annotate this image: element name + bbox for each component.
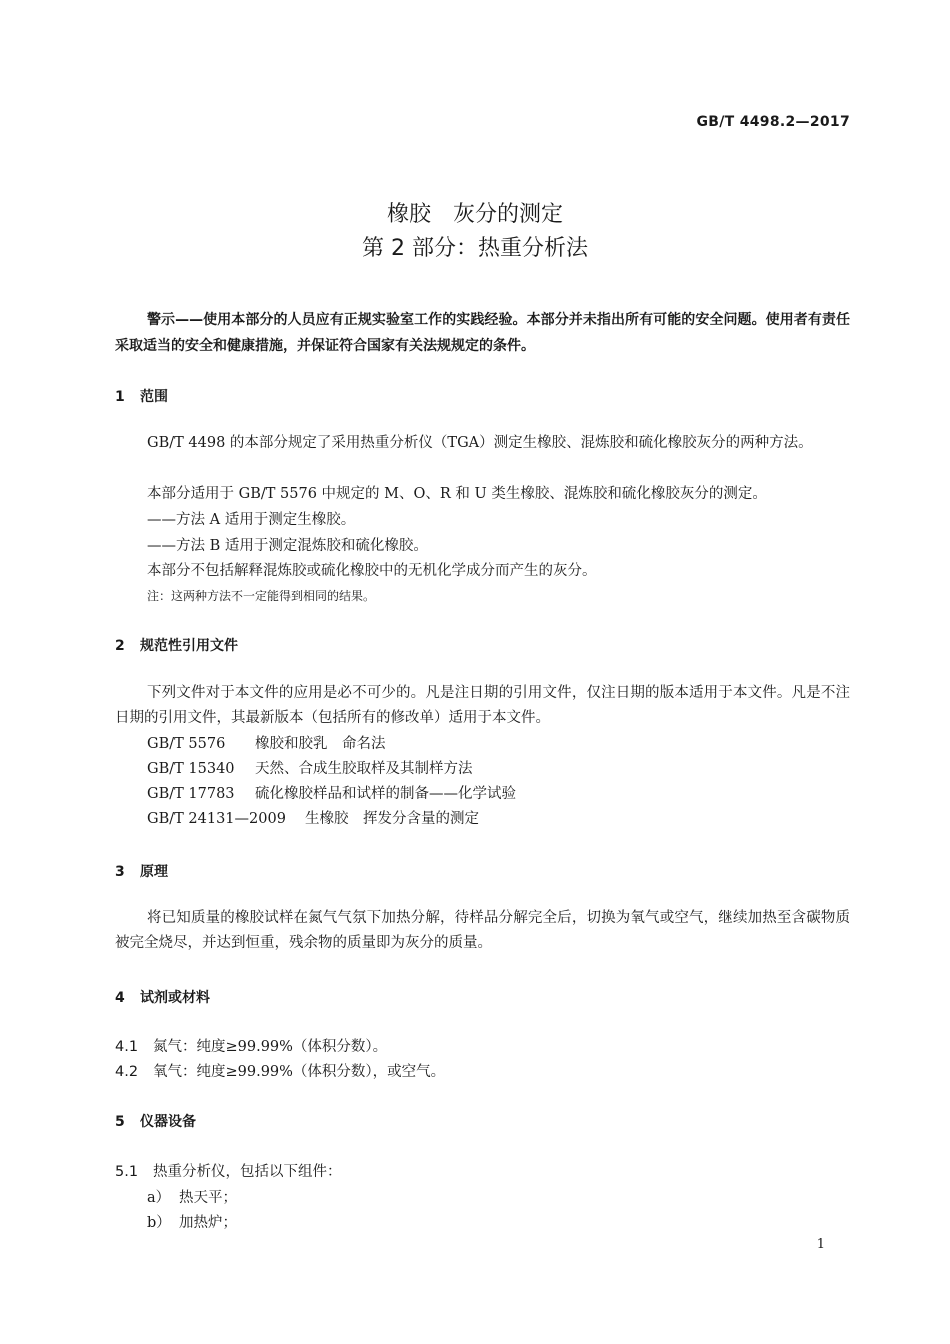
reference-title: 橡胶和胶乳 命名法 [255,736,386,752]
list-item [147,1211,237,1232]
section-number: 5 [115,1114,125,1130]
subclause-5-1 [115,1160,342,1181]
section-3-heading [115,861,168,881]
section-5-heading [115,1111,196,1131]
section-2-heading [115,635,238,655]
reference-code: GB/T 15340 [147,761,235,777]
scope-method-a: ——方法 A 适用于测定生橡胶。 [147,512,356,528]
section-title: 试剂或材料 [140,990,210,1006]
subclause-number: 4.1 [115,1039,139,1055]
scope-paragraph-1: GB/T 4498 的本部分规定了采用热重分析仪（TGA）测定生橡胶、混炼胶和硫化橡胶灰分的两种方法。 [147,435,813,451]
section-number: 2 [115,638,125,654]
scope-note: 注：这两种方法不一定能得到相同的结果。 [147,589,376,603]
section-1-heading [115,386,168,406]
subclause-4-2 [115,1060,445,1081]
reference-item [147,782,516,807]
principle-paragraph: 将已知质量的橡胶试样在氮气气氛下加热分解，待样品分解完全后，切换为氧气或空气，继续加热至含碳物质被完全烧尽，并达到恒重，残余物的质量即为灰分的质量。 [115,910,850,951]
reference-item [147,732,386,757]
reference-code: GB/T 24131—2009 [147,811,286,827]
reference-title: 硫化橡胶样品和试样的制备——化学试验 [255,786,516,802]
document-subtitle: 第 2 部分：热重分析法 [362,236,588,261]
reference-code: GB/T 5576 [147,736,226,752]
section-title: 范围 [140,389,168,405]
list-label: a） [147,1190,171,1206]
list-label: b） [147,1215,171,1231]
section-title: 规范性引用文件 [140,638,238,654]
subclause-text: 热重分析仪，包括以下组件： [153,1164,342,1180]
scope-method-b: ——方法 B 适用于测定混炼胶和硫化橡胶。 [147,538,428,554]
section-number: 4 [115,990,125,1006]
reference-item [147,807,479,832]
standard-code: GB/T 4498.2—2017 [696,114,850,130]
section-title: 仪器设备 [140,1114,196,1130]
document-title: 橡胶 灰分的测定 [386,202,563,227]
reference-title: 生橡胶 挥发分含量的测定 [305,811,479,827]
scope-exclusion: 本部分不包括解释混炼胶或硫化橡胶中的无机化学成分而产生的灰分。 [147,563,597,579]
reference-item [147,757,473,782]
subclause-number: 4.2 [115,1064,139,1080]
page-number: 1 [816,1237,825,1252]
warning-paragraph: 警示——使用本部分的人员应有正规实验室工作的实践经验。本部分并未指出所有可能的安全问题。使用者有责任采取适当的安全和健康措施，并保证符合国家有关法规规定的条件。 [115,312,850,354]
reference-title: 天然、合成生胶取样及其制样方法 [255,761,473,777]
subclause-text: 氧气：纯度≥99.99%（体积分数），或空气。 [153,1064,446,1080]
section-4-heading [115,987,210,1007]
section-title: 原理 [140,864,168,880]
list-text: 加热炉； [179,1215,237,1231]
section-number: 1 [115,389,125,405]
scope-paragraph-2: 本部分适用于 GB/T 5576 中规定的 M、O、R 和 U 类生橡胶、混炼胶和硫化橡胶灰分的测定。 [147,486,767,502]
list-text: 热天平； [179,1190,237,1206]
subclause-text: 氮气：纯度≥99.99%（体积分数）。 [153,1039,388,1055]
references-intro: 下列文件对于本文件的应用是必不可少的。凡是注日期的引用文件，仅注日期的版本适用于本文件。凡是不注日期的引用文件，其最新版本（包括所有的修改单）适用于本文件。 [115,685,850,726]
list-item [147,1186,237,1207]
reference-code: GB/T 17783 [147,786,235,802]
subclause-4-1 [115,1035,387,1056]
subclause-number: 5.1 [115,1164,139,1180]
section-number: 3 [115,864,125,880]
